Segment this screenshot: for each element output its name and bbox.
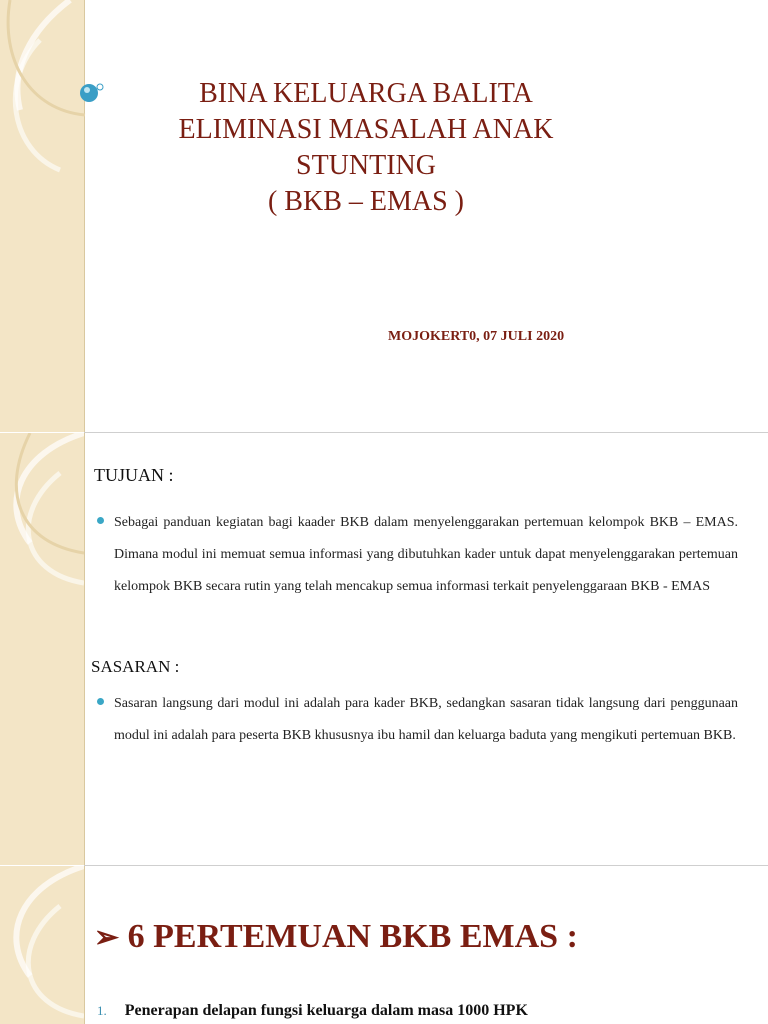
heading-sasaran: SASARAN :	[91, 657, 180, 676]
title-line-1: BINA KELUARGA BALITA	[199, 78, 533, 109]
decorative-curves-icon	[0, 866, 84, 1024]
bullet-icon	[97, 517, 104, 524]
decorative-strip	[0, 433, 85, 865]
decorative-strip	[0, 0, 85, 432]
slide-title	[0, 0, 768, 432]
title-line-4: ( BKB – EMAS )	[267, 186, 464, 217]
sasaran-paragraph: Sasaran langsung dari modul ini adalah para kader BKB, sedangkan sasaran tidak langsung dari penggunaan modul ini adalah para peserta BKB khususnya ibu hamil dan keluarga baduta yang mengikuti pertemuan BKB.	[114, 696, 738, 743]
list-number: 1.	[97, 1003, 107, 1018]
list-item-1: Penerapan delapan fungsi keluarga dalam masa 1000 HPK	[124, 1002, 528, 1019]
bullet-icon	[97, 698, 104, 705]
decorative-curves-icon	[0, 433, 84, 865]
tujuan-paragraph: Sebagai panduan kegiatan bagi kaader BKB dalam menyelenggarakan pertemuan kelompok BKB – EMAS. Dimana modul ini memuat semua informasi yang dibutuhkan kader untuk dapat menyelenggarakan pertemuan kelompok BKB secara rutin yang telah mencakup semua informasi terkait penyelenggaraan BKB - EMAS	[114, 515, 738, 594]
subtitle-date: MOJOKERT0, 07 JULI 2020	[388, 329, 565, 344]
arrow-bullet-icon: ➢	[94, 921, 120, 954]
meetings-title: 6 PERTEMUAN BKB EMAS :	[127, 918, 578, 955]
decorative-strip	[0, 866, 85, 1024]
decorative-curves-icon	[0, 0, 110, 432]
slide-meetings	[0, 866, 768, 1024]
title-line-3: STUNTING	[296, 150, 436, 181]
slide-objectives	[0, 433, 768, 865]
title-line-2: ELIMINASI MASALAH ANAK	[178, 114, 554, 145]
heading-tujuan: TUJUAN :	[94, 465, 174, 485]
